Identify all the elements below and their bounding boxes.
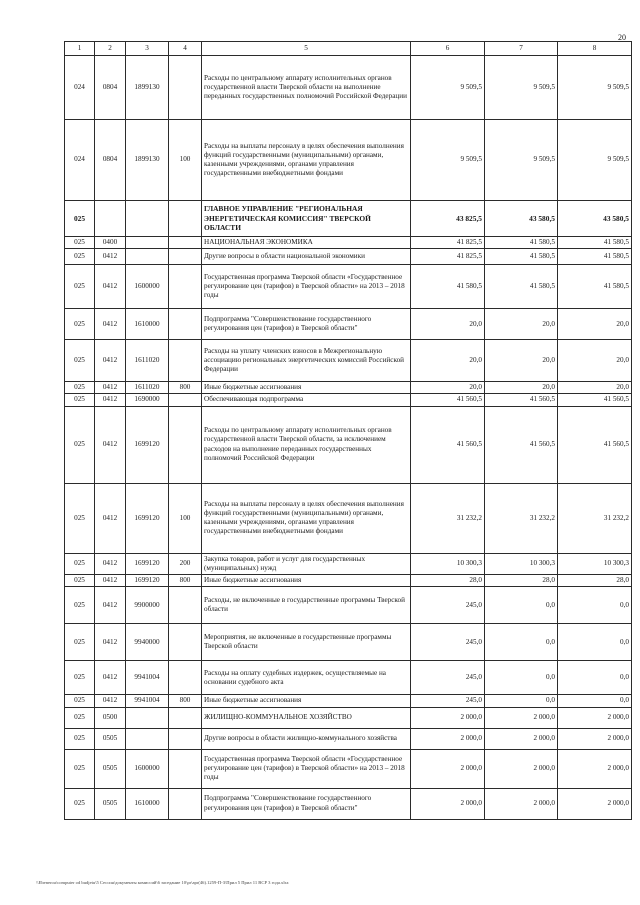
code-cell: 1899130 — [126, 120, 169, 201]
column-header: 6 — [411, 42, 485, 56]
table-row — [65, 201, 632, 237]
code-cell: 1699120 — [126, 406, 169, 483]
table-row — [65, 309, 632, 340]
file-path-footer: \\Ebeneroa\computer od budjetu\5 Сессия\документы комиссий\6 заседание 10\pr\apr(46).1259-П-3\Прил 5 Прил 11 ВСР 3 года.xlsx — [36, 880, 289, 885]
row-description: Расходы на выплаты персоналу в целях обеспечения выполнения функций государственными (муниципальными) органами, казенными учреждениями, органами управления государственными внебюджетными фондами — [202, 483, 411, 553]
table-row — [65, 382, 632, 394]
code-cell: 025 — [65, 201, 95, 237]
amount-cell: 20,0 — [411, 309, 485, 340]
amount-cell: 2 000,0 — [411, 788, 485, 819]
code-cell: 025 — [65, 265, 95, 309]
amount-cell: 41 825,5 — [411, 249, 485, 265]
table-row — [65, 695, 632, 707]
row-description: Расходы по центральному аппарату исполнительных органов государственной власти Тверской области, за исключением расходов на выполнение переданных государственных полномочий Российской Федерации — [202, 406, 411, 483]
amount-cell: 0,0 — [558, 661, 632, 695]
amount-cell: 28,0 — [485, 575, 558, 587]
code-cell: 0412 — [95, 624, 126, 661]
code-cell: 100 — [169, 120, 202, 201]
code-cell: 025 — [65, 575, 95, 587]
code-cell: 024 — [65, 120, 95, 201]
amount-cell: 28,0 — [411, 575, 485, 587]
row-description: Обеспечивающая подпрограмма — [202, 394, 411, 406]
amount-cell: 41 580,5 — [485, 249, 558, 265]
code-cell — [169, 201, 202, 237]
code-cell: 0412 — [95, 661, 126, 695]
code-cell — [169, 265, 202, 309]
amount-cell: 2 000,0 — [411, 749, 485, 788]
table-row — [65, 340, 632, 382]
code-cell: 025 — [65, 406, 95, 483]
amount-cell: 41 580,5 — [558, 265, 632, 309]
code-cell: 0412 — [95, 340, 126, 382]
row-description: Закупка товаров, работ и услуг для государственных (муниципальных) нужд — [202, 553, 411, 574]
amount-cell: 20,0 — [558, 309, 632, 340]
amount-cell: 2 000,0 — [558, 707, 632, 728]
code-cell: 1610000 — [126, 788, 169, 819]
code-cell: 0505 — [95, 788, 126, 819]
code-cell: 0400 — [95, 237, 126, 249]
code-cell: 1699120 — [126, 553, 169, 574]
code-cell: 0500 — [95, 707, 126, 728]
code-cell — [169, 587, 202, 624]
code-cell: 800 — [169, 382, 202, 394]
amount-cell: 9 509,5 — [558, 56, 632, 120]
row-description: Другие вопросы в области национальной экономики — [202, 249, 411, 265]
code-cell — [169, 394, 202, 406]
code-cell: 1690000 — [126, 394, 169, 406]
code-cell: 025 — [65, 707, 95, 728]
code-cell: 025 — [65, 394, 95, 406]
code-cell: 0804 — [95, 120, 126, 201]
column-header: 1 — [65, 42, 95, 56]
code-cell — [126, 201, 169, 237]
code-cell: 1600000 — [126, 749, 169, 788]
code-cell: 9941004 — [126, 661, 169, 695]
table-row — [65, 249, 632, 265]
code-cell: 0505 — [95, 728, 126, 749]
amount-cell: 2 000,0 — [558, 788, 632, 819]
amount-cell: 0,0 — [485, 661, 558, 695]
code-cell: 1699120 — [126, 483, 169, 553]
table-row — [65, 788, 632, 819]
amount-cell: 0,0 — [485, 587, 558, 624]
code-cell: 0804 — [95, 56, 126, 120]
row-description: Подпрограмма "Совершенствование государственного регулирования цен (тарифов) в Тверской области" — [202, 788, 411, 819]
amount-cell: 2 000,0 — [411, 728, 485, 749]
amount-cell: 2 000,0 — [411, 707, 485, 728]
amount-cell: 20,0 — [485, 340, 558, 382]
table-row — [65, 728, 632, 749]
table-row — [65, 237, 632, 249]
row-description: Подпрограмма "Совершенствование государственного регулирования цен (тарифов) в Тверской области" — [202, 309, 411, 340]
row-description: Расходы по центральному аппарату исполнительных органов государственной власти Тверской области на выполнение переданных государственных полномочий Российской Федерации — [202, 56, 411, 120]
amount-cell: 9 509,5 — [411, 120, 485, 201]
amount-cell: 41 560,5 — [558, 406, 632, 483]
code-cell: 025 — [65, 661, 95, 695]
table-row — [65, 553, 632, 574]
amount-cell: 28,0 — [558, 575, 632, 587]
code-cell — [169, 249, 202, 265]
amount-cell: 10 300,3 — [558, 553, 632, 574]
amount-cell: 9 509,5 — [485, 120, 558, 201]
table-row — [65, 56, 632, 120]
table-row — [65, 265, 632, 309]
budget-table — [64, 41, 632, 820]
amount-cell: 0,0 — [558, 695, 632, 707]
amount-cell: 41 580,5 — [558, 249, 632, 265]
amount-cell: 41 580,5 — [411, 265, 485, 309]
amount-cell: 20,0 — [411, 340, 485, 382]
code-cell: 9900000 — [126, 587, 169, 624]
code-cell: 0505 — [95, 749, 126, 788]
code-cell: 025 — [65, 237, 95, 249]
code-cell: 025 — [65, 728, 95, 749]
amount-cell: 41 825,5 — [411, 237, 485, 249]
amount-cell: 41 580,5 — [485, 265, 558, 309]
table-row — [65, 483, 632, 553]
table-row — [65, 707, 632, 728]
row-description: Расходы, не включенные в государственные программы Тверской области — [202, 587, 411, 624]
amount-cell: 0,0 — [558, 624, 632, 661]
code-cell: 0412 — [95, 553, 126, 574]
amount-cell: 0,0 — [485, 695, 558, 707]
column-header: 8 — [558, 42, 632, 56]
amount-cell: 2 000,0 — [485, 728, 558, 749]
amount-cell: 245,0 — [411, 695, 485, 707]
table-row — [65, 406, 632, 483]
amount-cell: 245,0 — [411, 587, 485, 624]
code-cell: 024 — [65, 56, 95, 120]
code-cell: 025 — [65, 749, 95, 788]
amount-cell: 2 000,0 — [558, 728, 632, 749]
amount-cell: 41 560,5 — [485, 406, 558, 483]
amount-cell: 41 580,5 — [485, 237, 558, 249]
code-cell: 0412 — [95, 394, 126, 406]
column-header: 7 — [485, 42, 558, 56]
amount-cell: 43 825,5 — [411, 201, 485, 237]
amount-cell: 10 300,3 — [411, 553, 485, 574]
code-cell: 0412 — [95, 309, 126, 340]
row-description: Мероприятия, не включенные в государственные программы Тверской области — [202, 624, 411, 661]
code-cell: 025 — [65, 382, 95, 394]
code-cell: 9940000 — [126, 624, 169, 661]
code-cell: 025 — [65, 624, 95, 661]
code-cell: 800 — [169, 575, 202, 587]
code-cell — [169, 309, 202, 340]
code-cell — [169, 661, 202, 695]
code-cell: 100 — [169, 483, 202, 553]
code-cell: 0412 — [95, 695, 126, 707]
code-cell: 025 — [65, 695, 95, 707]
code-cell — [169, 340, 202, 382]
column-header: 4 — [169, 42, 202, 56]
amount-cell: 31 232,2 — [485, 483, 558, 553]
code-cell: 0412 — [95, 406, 126, 483]
code-cell: 025 — [65, 587, 95, 624]
column-header: 3 — [126, 42, 169, 56]
code-cell — [169, 749, 202, 788]
code-cell: 025 — [65, 483, 95, 553]
row-description: ГЛАВНОЕ УПРАВЛЕНИЕ "РЕГИОНАЛЬНАЯ ЭНЕРГЕТИЧЕСКАЯ КОМИССИЯ" ТВЕРСКОЙ ОБЛАСТИ — [202, 201, 411, 237]
code-cell: 0412 — [95, 483, 126, 553]
row-description: НАЦИОНАЛЬНАЯ ЭКОНОМИКА — [202, 237, 411, 249]
code-cell — [95, 201, 126, 237]
amount-cell: 245,0 — [411, 624, 485, 661]
row-description: Расходы на выплаты персоналу в целях обеспечения выполнения функций государственными (муниципальными) органами, казенными учреждениями, органами управления государственными внебюджетными фондами — [202, 120, 411, 201]
table-row — [65, 749, 632, 788]
code-cell: 1699120 — [126, 575, 169, 587]
code-cell: 025 — [65, 309, 95, 340]
row-description: Расходы на оплату судебных издержек, осуществляемые на основании судебного акта — [202, 661, 411, 695]
amount-cell: 41 560,5 — [558, 394, 632, 406]
amount-cell: 20,0 — [558, 382, 632, 394]
row-description: Другие вопросы в области жилищно-коммунального хозяйства — [202, 728, 411, 749]
table-row — [65, 394, 632, 406]
code-cell — [169, 237, 202, 249]
row-description: Иные бюджетные ассигнования — [202, 575, 411, 587]
code-cell: 0412 — [95, 249, 126, 265]
code-cell — [169, 56, 202, 120]
amount-cell: 0,0 — [485, 624, 558, 661]
amount-cell: 2 000,0 — [485, 749, 558, 788]
table-row — [65, 120, 632, 201]
code-cell: 1611020 — [126, 382, 169, 394]
amount-cell: 20,0 — [558, 340, 632, 382]
code-cell: 025 — [65, 553, 95, 574]
row-description: Иные бюджетные ассигнования — [202, 695, 411, 707]
amount-cell: 41 560,5 — [411, 394, 485, 406]
code-cell — [126, 249, 169, 265]
code-cell — [126, 707, 169, 728]
amount-cell: 43 580,5 — [558, 201, 632, 237]
row-description: Государственная программа Тверской области «Государственное регулирование цен (тарифов) в Тверской области» на 2013 – 2018 годы — [202, 749, 411, 788]
code-cell: 0412 — [95, 575, 126, 587]
column-number-row — [65, 42, 632, 56]
amount-cell: 41 560,5 — [485, 394, 558, 406]
table-row — [65, 575, 632, 587]
amount-cell: 20,0 — [411, 382, 485, 394]
amount-cell: 20,0 — [485, 382, 558, 394]
code-cell: 0412 — [95, 587, 126, 624]
code-cell — [169, 624, 202, 661]
code-cell — [126, 728, 169, 749]
code-cell — [169, 728, 202, 749]
code-cell — [169, 788, 202, 819]
amount-cell: 20,0 — [485, 309, 558, 340]
table-row — [65, 624, 632, 661]
code-cell: 800 — [169, 695, 202, 707]
amount-cell: 31 232,2 — [558, 483, 632, 553]
table-row — [65, 661, 632, 695]
amount-cell: 0,0 — [558, 587, 632, 624]
row-description: Государственная программа Тверской области «Государственное регулирование цен (тарифов) в Тверской области» на 2013 – 2018 годы — [202, 265, 411, 309]
amount-cell: 31 232,2 — [411, 483, 485, 553]
amount-cell: 2 000,0 — [485, 788, 558, 819]
row-description: ЖИЛИЩНО-КОММУНАЛЬНОЕ ХОЗЯЙСТВО — [202, 707, 411, 728]
amount-cell: 9 509,5 — [558, 120, 632, 201]
code-cell: 1611020 — [126, 340, 169, 382]
amount-cell: 9 509,5 — [485, 56, 558, 120]
code-cell: 0412 — [95, 265, 126, 309]
amount-cell: 41 580,5 — [558, 237, 632, 249]
code-cell: 1610000 — [126, 309, 169, 340]
code-cell — [169, 406, 202, 483]
code-cell: 025 — [65, 340, 95, 382]
row-description: Расходы на уплату членских взносов в Межрегиональную ассоциацию региональных энергетических комиссий Российской Федерации — [202, 340, 411, 382]
code-cell: 1899130 — [126, 56, 169, 120]
code-cell: 0412 — [95, 382, 126, 394]
code-cell — [169, 707, 202, 728]
row-description: Иные бюджетные ассигнования — [202, 382, 411, 394]
amount-cell: 245,0 — [411, 661, 485, 695]
amount-cell: 43 580,5 — [485, 201, 558, 237]
amount-cell: 2 000,0 — [558, 749, 632, 788]
column-header: 2 — [95, 42, 126, 56]
code-cell — [126, 237, 169, 249]
code-cell: 1600000 — [126, 265, 169, 309]
code-cell: 025 — [65, 788, 95, 819]
code-cell: 9941004 — [126, 695, 169, 707]
code-cell: 200 — [169, 553, 202, 574]
column-header: 5 — [202, 42, 411, 56]
amount-cell: 10 300,3 — [485, 553, 558, 574]
amount-cell: 9 509,5 — [411, 56, 485, 120]
table-row — [65, 587, 632, 624]
page-number: 20 — [618, 33, 626, 42]
code-cell: 025 — [65, 249, 95, 265]
amount-cell: 41 560,5 — [411, 406, 485, 483]
amount-cell: 2 000,0 — [485, 707, 558, 728]
